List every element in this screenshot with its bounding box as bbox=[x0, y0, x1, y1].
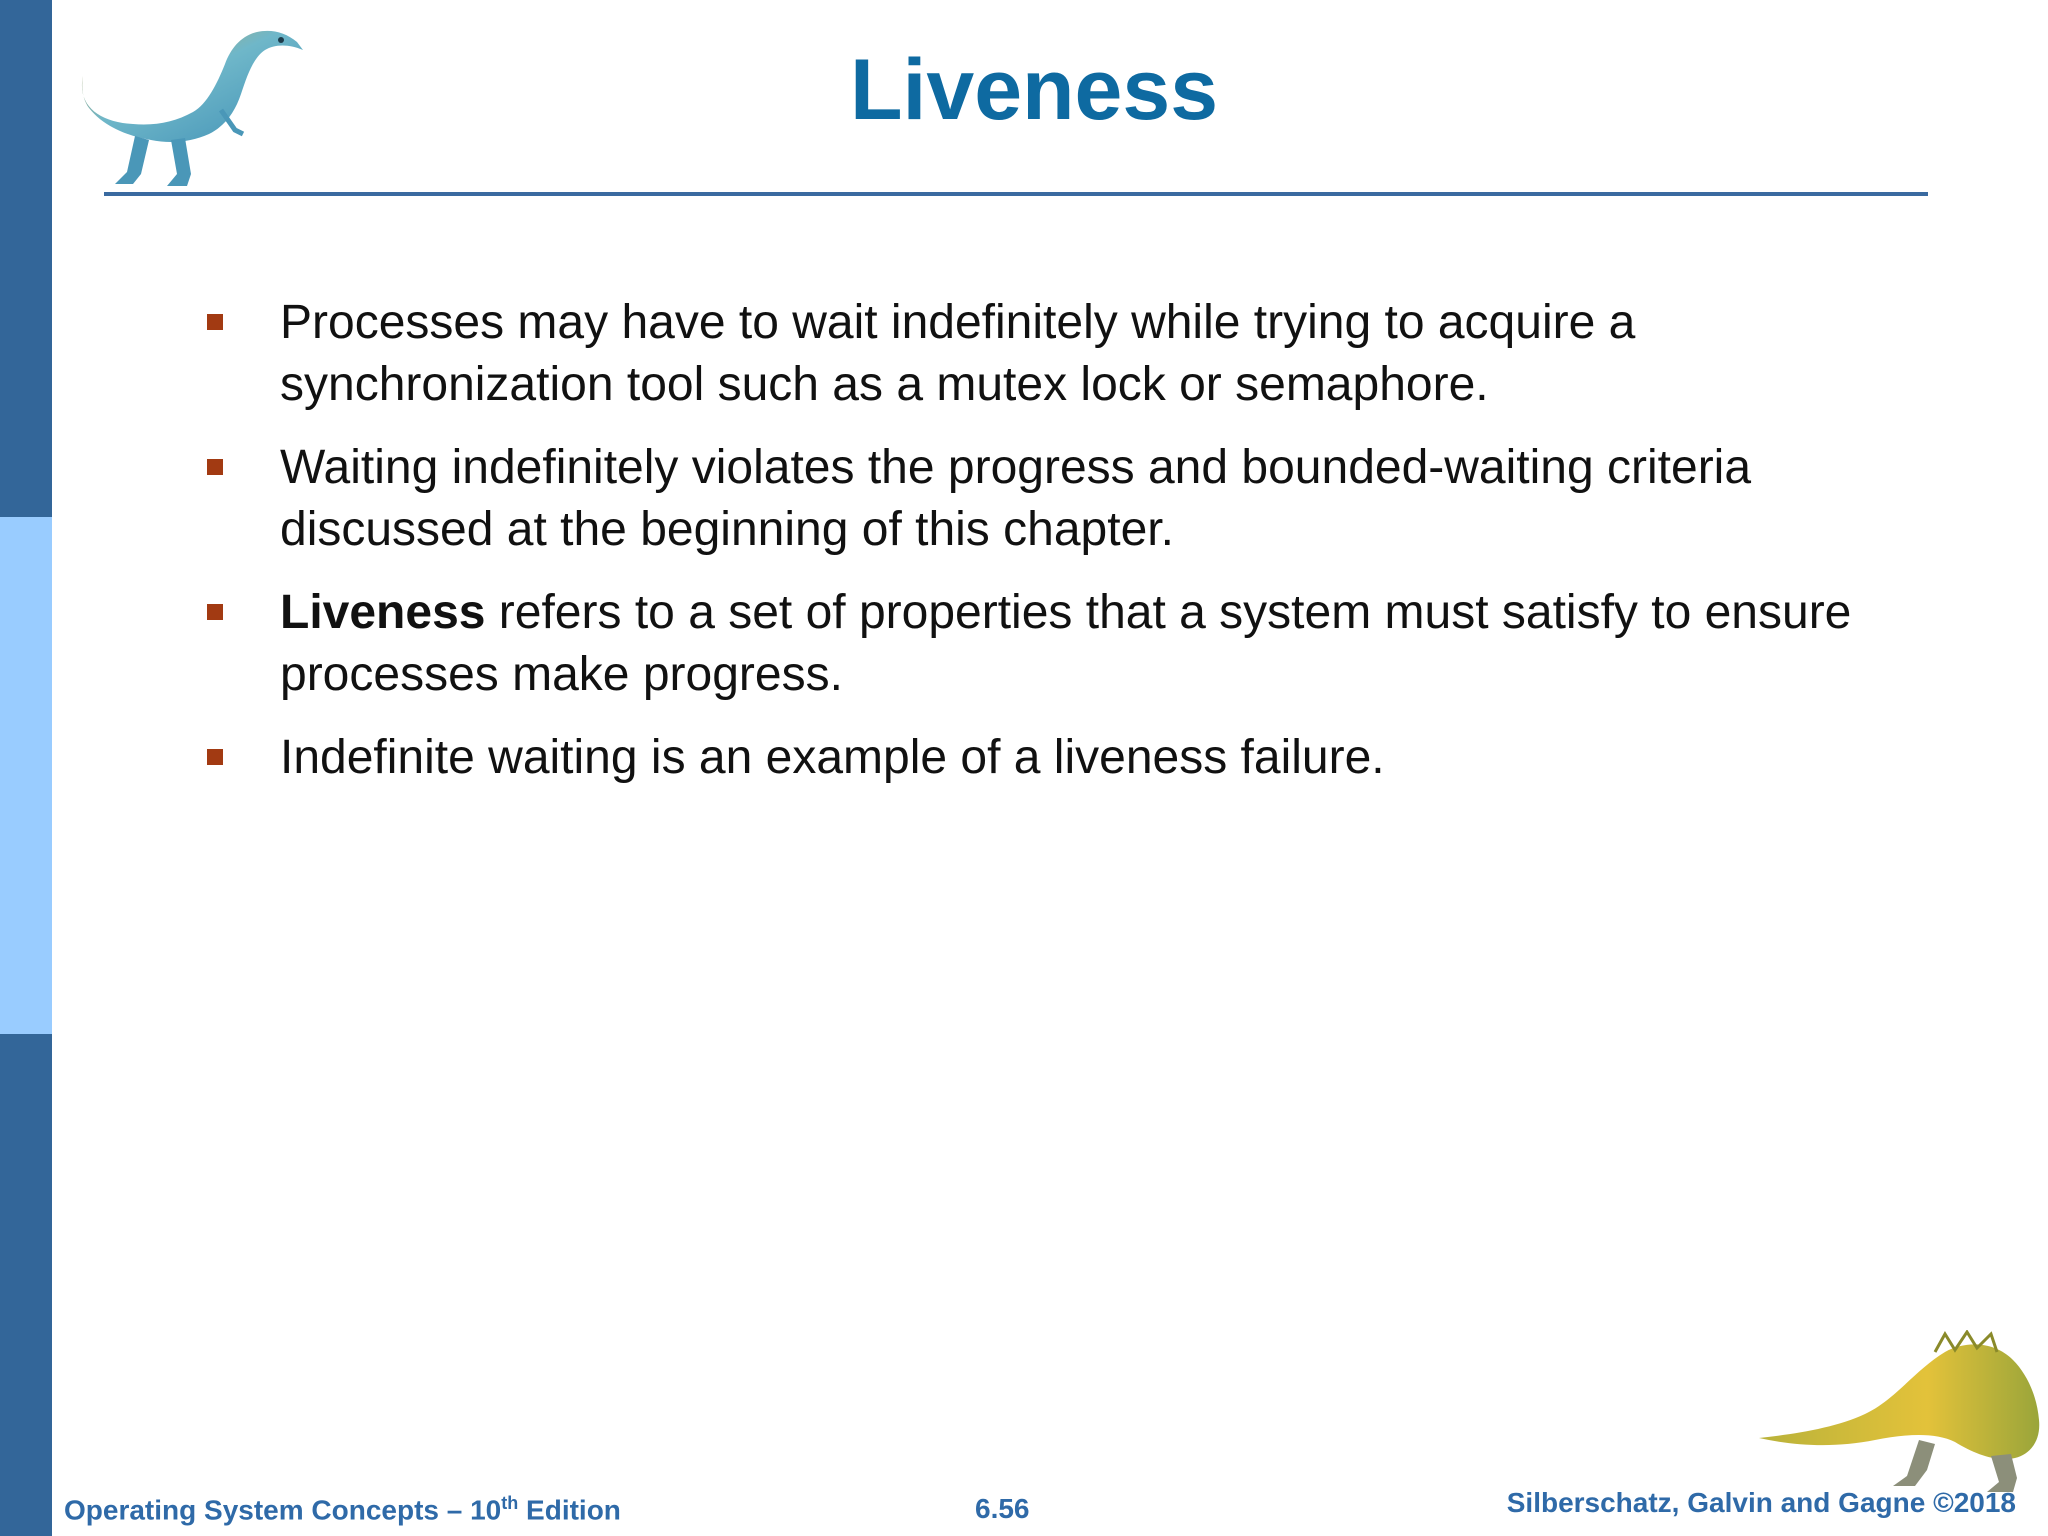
square-bullet-icon bbox=[207, 459, 223, 475]
bullet-bold-term: Liveness bbox=[280, 586, 486, 639]
bullet-text: Waiting indefinitely violates the progress and bounded-waiting criteria discussed at the beginning of this chapter. bbox=[280, 441, 1752, 556]
bullet-item bbox=[200, 727, 1920, 789]
square-bullet-icon bbox=[207, 604, 223, 620]
bullet-item bbox=[200, 437, 1920, 561]
footer-edition-word: Edition bbox=[518, 1494, 621, 1526]
footer-book-title bbox=[64, 1493, 621, 1526]
page-number: 6.56 bbox=[975, 1493, 1030, 1524]
footer-edition-superscript: th bbox=[501, 1493, 519, 1513]
slide-title: Liveness bbox=[849, 42, 1219, 138]
dinosaur-icon bbox=[1755, 1330, 2045, 1498]
footer-copyright: Silberschatz, Galvin and Gagne ©2018 bbox=[1506, 1487, 2016, 1518]
square-bullet-icon bbox=[207, 314, 223, 330]
left-bar-middle bbox=[0, 517, 52, 1034]
title-divider bbox=[104, 192, 1928, 196]
bullet-item bbox=[200, 582, 1920, 706]
bullet-item bbox=[200, 292, 1920, 416]
left-bar-top bbox=[0, 0, 52, 517]
bullet-list bbox=[200, 292, 1920, 810]
bullet-text: refers to a set of properties that a system must satisfy to ensure processes make progress. bbox=[280, 586, 1852, 701]
left-bar-bottom bbox=[0, 1034, 52, 1536]
square-bullet-icon bbox=[207, 749, 223, 765]
bullet-text: Indefinite waiting is an example of a liveness failure. bbox=[280, 731, 1385, 784]
bullet-text: Processes may have to wait indefinitely while trying to acquire a synchronization tool such as a mutex lock or semaphore. bbox=[280, 296, 1636, 411]
footer-book-title-text: Operating System Concepts – 10 bbox=[64, 1494, 502, 1526]
